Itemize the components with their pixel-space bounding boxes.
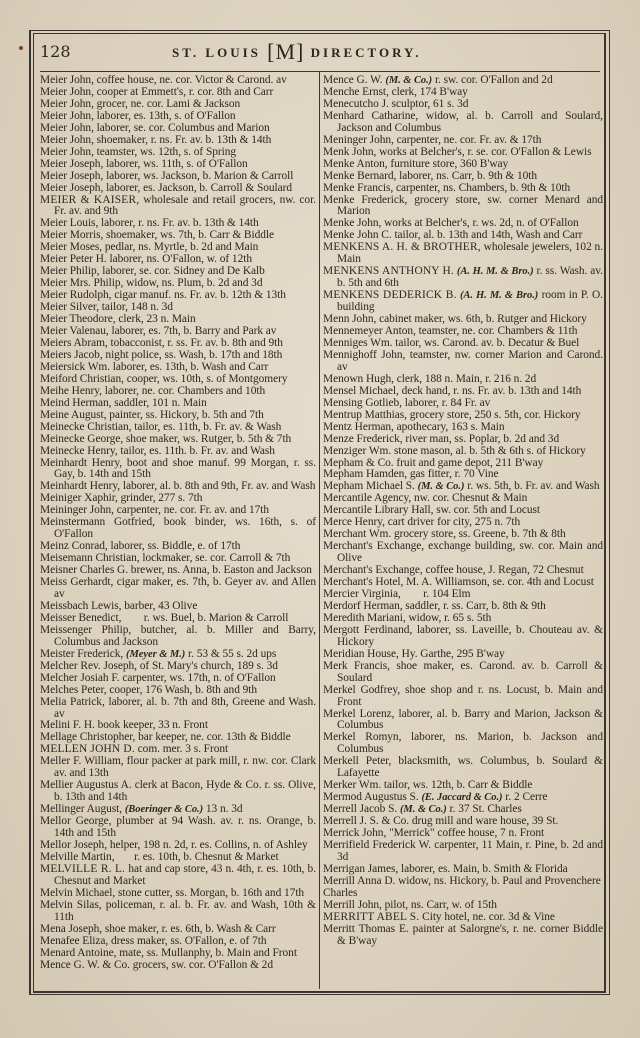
entry-name: Meier John, — [40, 133, 94, 146]
entry-details: laborer, ss. Laveille, b. Chouteau av. & Hickory — [337, 623, 606, 648]
entry-details: teamster, ne. cor. Chambers & 11th — [415, 325, 578, 338]
entry-details: helper, 198 n. 2d, r. es. Collins, n. of Ashley — [107, 839, 308, 851]
entry-name: Merdorf Herman, — [323, 599, 403, 612]
entry-details: sculptor, 61 s. 3d — [388, 97, 469, 110]
entry-name: Menziger Wm. — [323, 444, 392, 457]
entry-details: widow, ns. Plum, b. 2d and 3d — [123, 277, 263, 290]
entry-details: dress maker, ss. O'Fallon, e. of 7th — [108, 934, 267, 947]
entry-name: Mercantile Agency, — [323, 492, 412, 505]
entry-name: Meier John, — [40, 109, 94, 122]
entry-name: Mellage Christopher, — [40, 731, 136, 744]
running-title — [172, 39, 421, 65]
entry-details: blacksmith, ws. Columbus, b. Soulard & Lafayette — [337, 755, 606, 780]
running-title-letter: [M] — [267, 39, 305, 64]
entry-details: laborer, se. cor. Sidney and De Kalb — [99, 265, 265, 278]
entry-details: cooper, ws. 10th, s. of Montgomery — [123, 372, 288, 385]
entry-name: Mellinger August, — [40, 803, 123, 816]
entry-name: Meiss Gerhardt, — [40, 576, 114, 589]
entry-name: Merker Wm. — [323, 779, 382, 792]
entry-name: Meister Frederick, — [40, 647, 124, 660]
entry-name: Meiers Abram, — [40, 336, 108, 349]
directory-entry — [323, 265, 606, 290]
entry-details: grocers, sw. cor. O'Fallon & 2d — [129, 958, 273, 971]
entry-name: Menafee Eliza, — [40, 934, 109, 947]
entry-details: tailor, al. b. 13th and 14th, Wash and Carr — [391, 229, 583, 242]
entry-details: book keeper, 33 n. Front — [94, 719, 208, 732]
entry-details: painter at Salorgne's, r. ne. corner Biddle & B'way — [337, 922, 606, 947]
entry-details: r. ss. Wash. av. b. 5th and 6th — [337, 265, 606, 290]
entry-name: Menard Antoine, — [40, 946, 117, 959]
column-divider — [319, 71, 320, 989]
entry-details: carpenter, ne. cor. Fr. av. & 17th — [393, 133, 542, 146]
entry-details: laborer, ns. Carr, b. 9th & 10th — [396, 169, 538, 182]
entry-name: Merkel Lorenz, — [323, 707, 395, 720]
entry-name: Meier Morris, — [40, 229, 104, 242]
directory-entry — [323, 193, 606, 219]
entry-details: works at Belcher's, r. ws. 2d, n. of O'Fallon — [381, 217, 579, 230]
entry-name: Menke Anton, — [323, 157, 388, 170]
entry-details: com. mer. 3 s. Front — [134, 743, 229, 756]
entry-name: Meinecke George, — [40, 432, 124, 445]
entry-name: Meinhardt Henry, — [40, 456, 123, 469]
entry-name: Melcher Josiah F. — [40, 671, 120, 684]
entry-details: laborer, ws. Jackson, b. Marion & Carroll — [103, 169, 294, 182]
entry-name: Meier Moses, — [40, 241, 103, 254]
entry-details: clerk, 23 n. Main — [115, 313, 196, 326]
entry-details: cooper, 176 Wash, b. 8th and 9th — [106, 683, 258, 696]
entry-details: r. es. 10th, b. Chesnut & Market — [114, 850, 279, 863]
entry-name: Mensel Michael, — [323, 384, 399, 397]
entry-name: Merkel Romyn, — [323, 731, 402, 744]
directory-entry — [40, 623, 319, 649]
entry-details: tailor, 148 n. 3d — [99, 301, 173, 314]
entry-details: laborer, se. cor. Columbus and Marion — [93, 121, 270, 134]
entry-name: Menke John C. — [323, 229, 392, 242]
entry-details: cigar maker, es. 7th, b. Geyer av. and Allen av — [54, 576, 319, 600]
directory-entry — [40, 695, 319, 721]
entry-name: Mercantile Library Hall, — [323, 504, 434, 517]
entry-details: carpenter, ws. 17th, n. of O'Fallon — [119, 671, 276, 684]
entry-name: Merchant's Exchange, — [323, 564, 423, 577]
entry-details: r. sw. cor. O'Fallon and 2d — [432, 74, 553, 86]
entry-name: Meiers Jacob, — [40, 348, 103, 361]
entry-name: Mepham Hamden, — [323, 468, 408, 481]
entry-details: boot and shoe manuf. 99 Morgan, r. ss. Gay, b. 14th and 15th — [54, 456, 319, 481]
entry-details: exchange building, sw. cor. Main and Olive — [337, 540, 606, 565]
directory-entry — [40, 862, 319, 888]
entry-name: Meier John, — [40, 121, 94, 134]
entry-details: furniture store, 360 B'way — [387, 157, 509, 170]
entry-details: tailor, ws. 12th, b. Carr & Biddle — [381, 779, 533, 792]
entry-details: tailor, ws. Carond. av. b. Decatur & Buel — [392, 336, 580, 349]
entry-name: Menche Ernst, — [323, 85, 389, 98]
entry-details: tobacconist, r. ss. Fr. av. b. 8th and 9th — [107, 336, 283, 349]
entry-details: r. 37 St. Charles — [446, 803, 522, 816]
entry-details: plumber at 94 Wash. av. r. ns. Orange, b. 14th and 15th — [54, 815, 319, 840]
running-title-right: DIRECTORY. — [310, 45, 422, 60]
entry-details: wholesale and retail grocers, nw. cor. Fr. av. and 9th — [54, 193, 319, 218]
entry-name: Meinstermann Gotfried, — [40, 516, 155, 529]
entry-name: Menke Bernard, — [323, 169, 397, 182]
entry-details: clerk, 174 B'way — [388, 85, 468, 98]
left-column — [40, 74, 319, 971]
entry-name: Meinecke Christian, — [40, 420, 132, 433]
entry-name: Meine August, — [40, 408, 107, 421]
entry-name: Meier John, — [40, 145, 94, 158]
entry-name: Meisemann Christian, — [40, 552, 140, 565]
entry-firm: (M. & Co.) — [385, 75, 433, 86]
entry-details: river man, ss. Poplar, b. 2d and 3d — [402, 432, 560, 445]
entry-details: shoe maker, ws. Rutger, b. 5th & 7th — [123, 432, 292, 445]
entry-details: laborer, ns. O'Fallon, w. of 12th — [106, 253, 252, 266]
directory-entry — [40, 815, 319, 840]
entry-details: room in P. O. building — [337, 289, 606, 314]
entry-name: Meininger John, — [40, 504, 114, 517]
directory-entry — [40, 755, 319, 780]
entry-name: Mena Joseph, — [40, 922, 103, 935]
entry-details: laborer, es. Main, b. Smith & Florida — [398, 862, 568, 875]
running-title-left: ST. LOUIS — [172, 45, 261, 60]
directory-entry — [323, 683, 606, 709]
entry-name: Meier Peter H. — [40, 253, 107, 266]
entry-name: Meier Silver, — [40, 301, 99, 314]
entry-name: Meissenger Philip, — [40, 623, 132, 636]
entry-name: Mence G. W. — [323, 74, 383, 86]
entry-name: Melcher Rev. Joseph, — [40, 659, 137, 672]
directory-entry — [40, 898, 319, 924]
directory-entry — [323, 922, 606, 948]
entry-name: Melches Peter, — [40, 683, 107, 696]
entry-name: Meinz Conrad, — [40, 540, 108, 553]
entry-name: Merrell J. S. & Co. — [323, 815, 410, 828]
header-rule — [40, 71, 600, 72]
entry-name: Meissbach Lewis, — [40, 599, 122, 612]
entry-details: Hy. Garthe, 295 B'way — [398, 647, 505, 660]
entry-name: Meier John, — [40, 74, 94, 86]
entry-details: grocery store, 250 s. 5th, cor. Hickory — [406, 408, 581, 421]
entry-firm: (M. & Co.) — [417, 481, 465, 493]
entry-details: gas fitter, r. 70 Vine — [407, 468, 499, 481]
entry-details: teamster, ws. 12th, s. of Spring — [93, 145, 237, 158]
entry-details: laborer, al. b. 7th and 8th, Greene and Wash. av — [54, 695, 319, 720]
entry-name: Mensing Gotlieb, — [323, 396, 402, 409]
entry-name: Menn John, — [323, 313, 377, 326]
entry-name: Meier John, — [40, 97, 94, 110]
entry-name: Mellier Augustus A. — [40, 779, 132, 792]
entry-details: clerk at Bacon, Hyde & Co. r. ss. Olive, b. 13th and 14th — [54, 779, 319, 804]
entry-details: widow, r. 65 s. 5th — [405, 611, 492, 624]
entry-name: Menze Frederick, — [323, 432, 403, 445]
entry-details: shoemaker, ws. 7th, b. Carr & Biddle — [103, 229, 275, 242]
entry-details: coffee house, J. Regan, 72 Chesnut — [422, 564, 584, 577]
entry-details: painter, ss. Hickory, b. 5th and 7th — [106, 408, 264, 421]
entry-details: barber, 43 Olive — [121, 599, 198, 612]
entry-details: drug mill and ware house, 39 St. — [409, 815, 559, 828]
entry-details: of St. Mary's church, 189 s. 3d — [136, 659, 278, 672]
directory-entry — [40, 960, 316, 972]
entry-details: widow, ns. Hickory, b. Paul and Provenchere — [395, 874, 601, 887]
directory-entry — [323, 839, 606, 864]
directory-entry — [323, 755, 606, 780]
directory-entry — [323, 623, 606, 649]
entry-details: hat and cap store, 43 n. 4th, r. es. 10th, b. Chesnut and Market — [54, 862, 319, 887]
directory-entry — [40, 779, 319, 804]
entry-name: Merritt Thomas E. — [323, 922, 409, 935]
entry-details: shoe maker, r. es. 6th, b. Wash & Carr — [102, 922, 276, 935]
entry-name: Merce Henry, — [323, 516, 385, 529]
entry-details: laborer, es. 13th, s. of O'Fallon — [93, 109, 236, 122]
entry-name: Meier Rudolph, — [40, 289, 112, 302]
entry-details: clerk, 188 n. Main, r. 216 n. 2d — [393, 372, 537, 385]
entry-details: cabinet maker, ws. 6th, b. Rutger and Hickory — [376, 313, 587, 326]
entry-name: Meier Valenau, — [40, 325, 109, 338]
directory-entry — [40, 456, 319, 482]
entry-name: Mergott Ferdinand, — [323, 623, 413, 636]
entry-name: Melvin Silas, — [40, 898, 102, 911]
entry-name: Merrell Jacob S. — [323, 803, 398, 816]
page-number: 128 — [40, 42, 71, 61]
directory-entry — [323, 109, 606, 135]
entry-name: Mermod Augustus S. — [323, 791, 419, 804]
entry-details: night police, ss. Wash, b. 17th and 18th — [102, 348, 283, 361]
entry-details: tailor, es. 11th, b. Fr. av. & Wash — [131, 420, 282, 433]
entry-name: Merchant's Hotel, — [323, 576, 404, 589]
entry-name: Merrill Anna D. — [323, 874, 396, 887]
entry-details: cigar manuf. ns. Fr. av. b. 12th & 13th — [111, 289, 286, 302]
entry-details: r. ws. Buel, b. Marion & Carroll — [121, 611, 289, 624]
entry-name: Mepham & Co. — [323, 456, 394, 469]
directory-entry — [323, 241, 606, 266]
entry-name: Meier Joseph, — [40, 157, 104, 170]
entry-name: Meiford Christian, — [40, 372, 124, 385]
entry-details: grocery store, sw. corner Menard and Marion — [337, 193, 606, 218]
entry-name: Mennighoff John, — [323, 348, 406, 361]
entry-details: sw. cor. 5th and Locust — [433, 504, 541, 517]
directory-entry — [40, 576, 319, 601]
directory-entry — [323, 659, 606, 685]
entry-details: nw. cor. Chesnut & Main — [411, 492, 528, 505]
entry-name: Merrick John, — [323, 827, 387, 840]
entry-details: pedlar, ns. Myrtle, b. 2d and Main — [102, 241, 259, 254]
page-header — [40, 38, 600, 66]
entry-name: Meisner Charles G. — [40, 564, 128, 577]
entry-firm: (Boeringer & Co.) — [124, 804, 204, 816]
entry-name: Meier John, — [40, 85, 94, 98]
entry-details: stone mason, al. b. 5th & 6th s. of Hickory — [391, 444, 586, 457]
entry-name: MENKENS DEDERICK B. — [323, 289, 457, 302]
entry-details: laborer, ws. 11th, s. of O'Fallon — [103, 157, 248, 170]
entry-name: Meinecke Henry, — [40, 444, 118, 457]
directory-entry — [323, 348, 606, 374]
entry-name: Meredith Mariani, — [323, 611, 406, 624]
entry-details: tailor, es. 11th. b. Fr. av. and Wash — [117, 444, 275, 457]
entry-details: laborer, es. 13th, b. Wash and Carr — [110, 360, 269, 373]
entry-extra-line: Charles — [323, 886, 358, 899]
entry-details: laborer, al. b. 8th and 9th, Fr. av. and Wash — [120, 480, 316, 493]
entry-name: Meier Mrs. Philip, — [40, 277, 124, 290]
entry-name: Melia Patrick, — [40, 695, 105, 708]
entry-details: bar keeper, ne. cor. 13th & Biddle — [135, 731, 291, 744]
entry-name: Menk John, — [323, 145, 377, 158]
entry-name: Melville Martin, — [40, 850, 115, 863]
entry-name: Merchant's Exchange, — [323, 540, 425, 553]
entry-details: carpenter, ns. Chambers, b. 9th & 10th — [393, 181, 571, 194]
entry-details: laborer, ne. cor. Chambers and 10th — [101, 384, 266, 397]
entry-firm: (A. H. M. & Bro.) — [456, 266, 534, 278]
entry-details: butcher, al. b. Miller and Barry, Columbus and Jackson — [54, 623, 319, 648]
entry-name: Meier Joseph, — [40, 181, 104, 194]
entry-details: pilot, ns. Carr, w. of 15th — [381, 898, 497, 911]
entry-details: grocer, ne. cor. Lami & Jackson — [93, 97, 241, 110]
entry-name: Meridian House, — [323, 647, 399, 660]
entry-name: Menke Francis, — [323, 181, 394, 194]
entry-name: MENKENS ANTHONY H. — [323, 265, 454, 278]
entry-details: works at Belcher's, r. se. cor. O'Fallon & Lewis — [376, 145, 592, 158]
entry-name: MELVILLE R. L. — [40, 862, 126, 875]
entry-details: laborer, al. b. Barry and Marion, Jackson & Columbus — [337, 707, 606, 732]
entry-details: saddler, r. ss. Carr, b. 8th & 9th — [402, 599, 546, 612]
entry-details: deck hand, r. ns. Fr. av. b. 13th and 14th — [398, 384, 582, 397]
entry-details: policeman, r. al. b. Fr. av. and Wash, 10th & 11th — [54, 898, 319, 923]
entry-name: Merrigan James, — [323, 862, 399, 875]
entry-name: MEIER & KAISER, — [40, 193, 140, 206]
entry-details: r. 53 & 55 s. 2d ups — [185, 647, 277, 660]
entry-details: grinder, 277 s. 7th — [117, 492, 203, 505]
entry-details: widow, al. b. Carroll and Soulard, Jackson and Columbus — [337, 109, 606, 134]
entry-name: Menecutcho J. — [323, 97, 389, 110]
entry-details: laborer, ss. Biddle, e. of 17th — [107, 540, 241, 553]
directory-entry — [323, 707, 606, 733]
entry-details: mate, ss. Mullanphy, b. Main and Front — [116, 946, 297, 959]
entry-name: Meihe Henry, — [40, 384, 102, 397]
entry-firm: (E. Jaccard & Co.) — [421, 792, 503, 804]
entry-details: laborer, es. 7th, b. Barry and Park av — [108, 325, 277, 338]
entry-name: Merkel Godfrey, — [323, 683, 401, 696]
entry-name: Meller F. William, — [40, 755, 124, 768]
entry-name: Menown Hugh, — [323, 372, 394, 385]
entry-details: teamster, nw. corner Marion and Carond. av — [337, 348, 606, 373]
entry-details: stone cutter, ss. Morgan, b. 16th and 17th — [115, 886, 305, 899]
entry-name: MELLEN JOHN D. — [40, 743, 135, 756]
entry-details: apothecary, 163 s. Main — [393, 420, 505, 433]
entry-details: laborer, r. ns. Fr. av. b. 13th & 14th — [98, 217, 259, 230]
entry-details: shoe maker, es. Carond. av. b. Carroll & Soulard — [337, 659, 606, 684]
ink-spot — [19, 46, 23, 50]
entry-name: Meiniger Xaphir, — [40, 492, 118, 505]
entry-name: MENKENS A. H. & BROTHER, — [323, 241, 481, 254]
entry-firm: (A. H. M. & Bro.) — [459, 290, 539, 302]
entry-name: Mercier Virginia, — [323, 587, 401, 600]
directory-entry — [40, 193, 319, 219]
directory-entry — [323, 540, 606, 565]
entry-details: laborer, es. Jackson, b. Carroll & Soulard — [103, 181, 293, 194]
entry-name: Meier Louis, — [40, 217, 99, 230]
entry-details: lockmaker, se. cor. Carroll & 7th — [139, 552, 291, 565]
entry-name: Merrill John, — [323, 898, 382, 911]
entry-details: 13 n. 3d — [203, 803, 243, 816]
entry-details: flour packer at park mill, r. nw. cor. Clark av. and 13th — [54, 755, 319, 780]
entry-name: Menniges Wm. — [323, 336, 393, 349]
directory-entry — [40, 516, 319, 541]
entry-name: Merrifield Frederick W. — [323, 839, 432, 851]
entry-details: M. A. Williamson, se. cor. 4th and Locust — [403, 576, 594, 589]
right-column — [323, 74, 606, 948]
entry-details: cooper at Emmett's, r. cor. 8th and Carr — [93, 85, 274, 98]
entry-details: shoe shop and r. ns. Locust, b. Main and Front — [337, 683, 606, 708]
entry-details: laborer, ns. Marion, b. Jackson and Columbus — [337, 731, 606, 756]
entry-name: Meisser Benedict, — [40, 611, 122, 624]
entry-details: laborer, r. 84 Fr. av — [401, 396, 491, 409]
entry-name: MERRITT ABEL S. — [323, 910, 420, 923]
entry-name: Mentz Herman, — [323, 420, 394, 433]
entry-details: carpenter, 11 Main, r. Pine, b. 2d and 3d — [337, 839, 606, 863]
entry-name: Menke Frederick, — [323, 193, 408, 206]
entry-name: Mepham Michael S. — [323, 480, 415, 493]
entry-name: Meninger John, — [323, 133, 394, 146]
entry-name: Merk Francis, — [323, 659, 390, 672]
entry-name: Merchant Wm. — [323, 528, 392, 541]
directory-entry — [323, 289, 606, 314]
entry-details: r. 104 Elm — [400, 587, 471, 600]
entry-details: book binder, ws. 16th, s. of O'Fallon — [54, 516, 319, 541]
entry-details: brewer, ns. Anna, b. Easton and Jackson — [128, 564, 312, 577]
entry-firm: (Meyer & M.) — [126, 648, 186, 660]
entry-name: Menke John, — [323, 217, 382, 230]
entry-name: Meier Philip, — [40, 265, 100, 278]
entry-name: Mennemeyer Anton, — [323, 325, 416, 338]
entry-name: Meiersick Wm. — [40, 360, 110, 373]
entry-name: Merkell Peter, — [323, 755, 392, 768]
entry-name: Mellor Joseph, — [40, 839, 108, 851]
entry-name: Meier Theodore, — [40, 313, 116, 326]
entry-details: carpenter, ne. cor. Fr. av. and 17th — [113, 504, 270, 517]
entry-name: Meier Joseph, — [40, 169, 104, 182]
directory-entry — [323, 731, 606, 756]
entry-name: Melini F. H. — [40, 719, 95, 732]
directory-entry — [323, 876, 603, 900]
entry-name: Mence G. W. & Co. — [40, 958, 130, 971]
entry-name: Menhard Catharine, — [323, 109, 419, 122]
entry-details: coffee house, ne. cor. Victor & Carond. av — [93, 74, 287, 86]
entry-name: Meinhardt Henry, — [40, 480, 121, 493]
entry-details: "Merrick" coffee house, 7 n. Front — [386, 827, 545, 840]
entry-name: Meind Herman, — [40, 396, 112, 409]
entry-name: Melvin Michael, — [40, 886, 116, 899]
entry-details: shoemaker, r. ns. Fr. av. b. 13th & 14th — [93, 133, 272, 146]
entry-firm: (M. & Co.) — [399, 804, 447, 816]
entry-details: City hotel, ne. cor. 3d & Vine — [419, 910, 555, 923]
entry-details: wholesale jewelers, 102 n. Main — [337, 241, 606, 266]
entry-name: Mentrup Matthias, — [323, 408, 407, 421]
entry-name: Mellor George, — [40, 815, 112, 828]
entry-details: r. 2 Cerre — [502, 791, 548, 804]
entry-details: r. ws. 5th, b. Fr. av. and Wash — [464, 480, 600, 493]
entry-details: saddler, 101 n. Main — [111, 396, 207, 409]
entry-details: grocery store, ss. Greene, b. 7th & 8th — [391, 528, 566, 541]
entry-details: fruit and game depot, 211 B'way — [393, 456, 544, 469]
entry-details: cart driver for city, 275 n. 7th — [384, 516, 521, 529]
